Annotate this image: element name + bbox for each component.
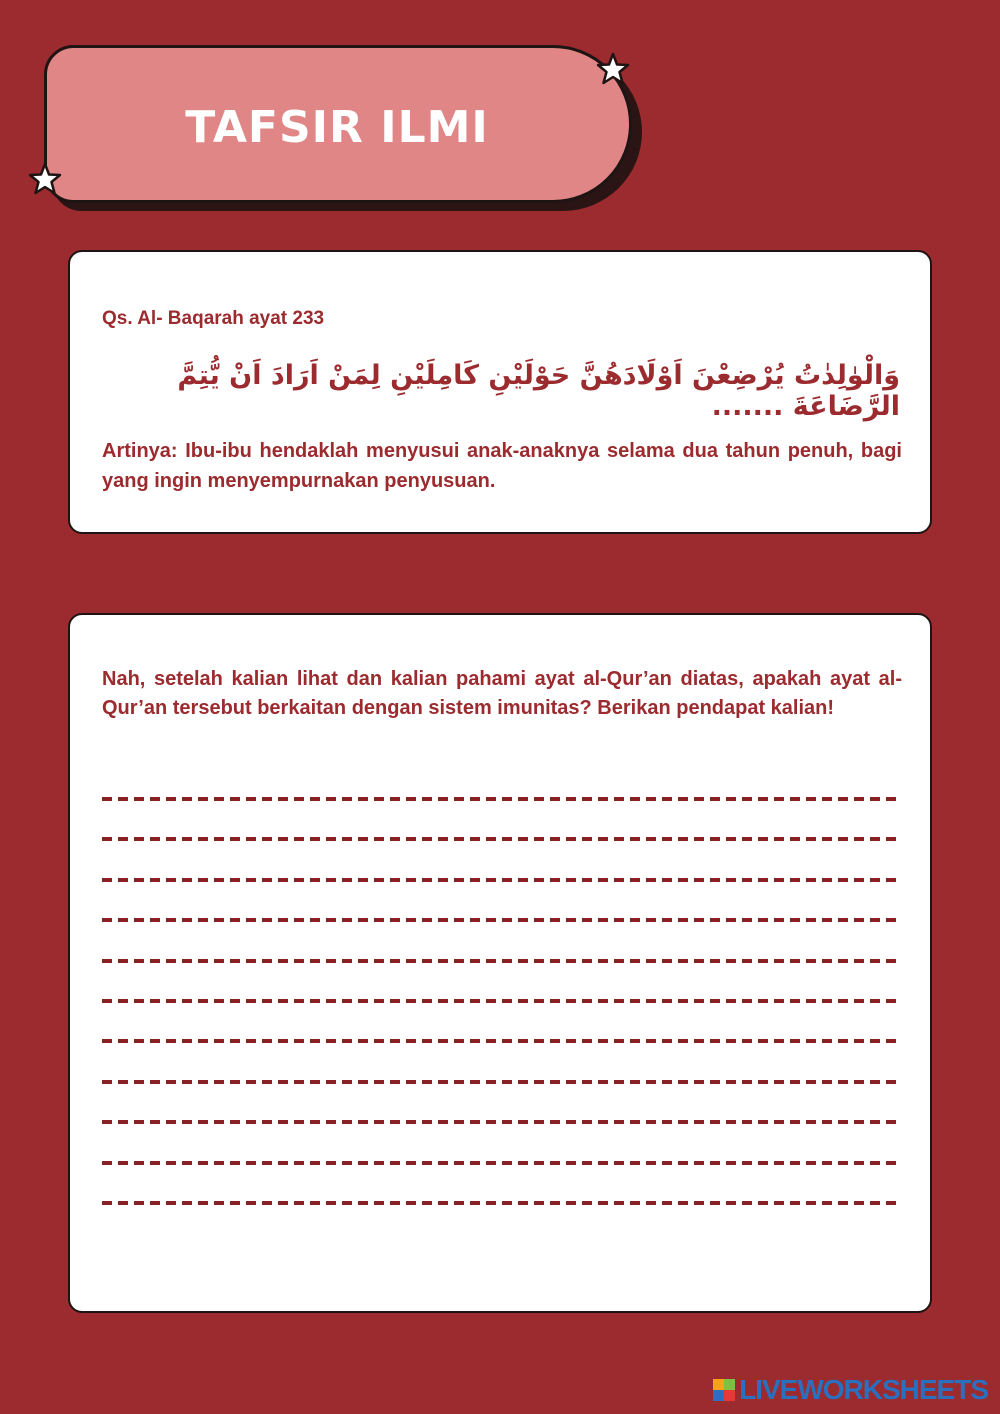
answer-line[interactable] <box>102 797 900 801</box>
star-icon <box>28 162 62 196</box>
logo-tile <box>713 1390 724 1401</box>
answer-line[interactable] <box>102 1039 900 1043</box>
answer-line[interactable] <box>102 959 900 963</box>
verse-card <box>68 250 932 534</box>
answer-line[interactable] <box>102 918 900 922</box>
answer-area[interactable] <box>102 797 900 1241</box>
answer-line[interactable] <box>102 878 900 882</box>
logo-tile <box>713 1379 724 1390</box>
logo-tile <box>724 1379 735 1390</box>
answer-line[interactable] <box>102 1201 900 1205</box>
answer-line[interactable] <box>102 1120 900 1124</box>
answer-line[interactable] <box>102 999 900 1003</box>
star-icon <box>596 52 630 86</box>
page-title: TAFSIR ILMI <box>185 101 489 153</box>
answer-line[interactable] <box>102 837 900 841</box>
answer-line[interactable] <box>102 1080 900 1084</box>
question-text: Nah, setelah kalian lihat dan kalian pahami ayat al-Qur’an diatas, apakah ayat al- Qur’an tersebut berkaitan dengan sistem imunitas? Berikan pendapat kalian! <box>102 668 902 719</box>
answer-line[interactable] <box>102 1161 900 1165</box>
verse-meaning: Artinya: Ibu-ibu hendaklah menyusui anak-anaknya selama dua tahun penuh, bagi yang ingin menyempurnakan penyusuan. <box>102 440 902 492</box>
title-banner <box>44 45 632 203</box>
question-card <box>68 613 932 1313</box>
brand-logo <box>713 1374 988 1406</box>
verse-reference: Qs. Al- Baqarah ayat 233 <box>102 308 325 329</box>
liveworksheets-icon <box>713 1379 735 1401</box>
logo-tile <box>724 1390 735 1401</box>
brand-name: LIVEWORKSHEETS <box>739 1374 988 1405</box>
arabic-verse: وَالْوٰلِدٰتُ يُرْضِعْنَ اَوْلَادَهُنَّ حَوْلَيْنِ كَامِلَيْنِ لِمَنْ اَرَادَ اَنْ يُّتِمَّ الرَّضَاعَةَ ....... <box>177 360 900 422</box>
